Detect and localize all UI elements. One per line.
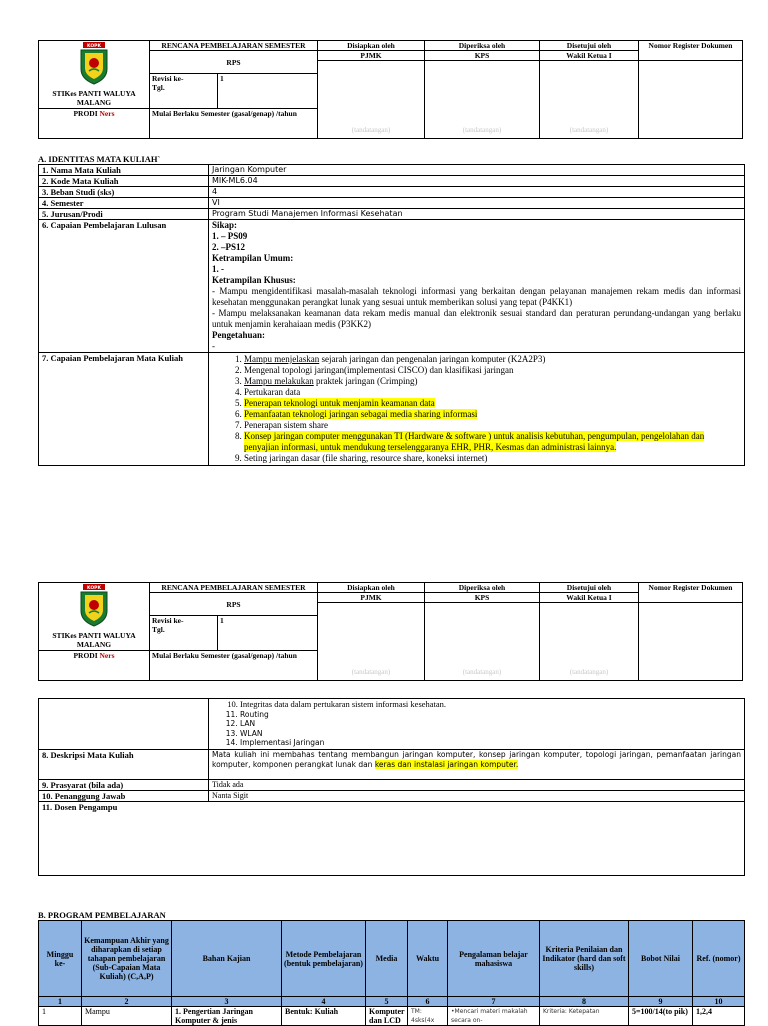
row-nama: 1. Nama Mata Kuliah Jaringan Komputer [39, 165, 745, 176]
column-number: 4 [282, 997, 366, 1007]
column-header: Media [366, 921, 408, 997]
cpmk-list [212, 354, 741, 464]
revisi-value: 1 [218, 74, 318, 109]
cpmk-item: 10. Integritas data dalam pertukaran sistem informasi kesehatan. [240, 700, 741, 710]
row-cpl: 6. Capaian Pembelajaran Lulusan Sikap: 1. – PS09 2. –PS12 Ketrampilan Umum: 1. - Ketrampilan Khusus: - Mampu mengidentifikasi masalah-masalah teknologi informasi yang berkaitan dengan pelayanan manajemen rekam medis dan informasi kesehatan menggunakan perangkat lunak yang sesuai untuk memberikan solusi yang tepat (P4KK1) - Mampu melaksanakan keamanan data rekam medis manual dan elektronik sesuai standard dan peraturan perundang-undangan yang berlaku untuk menjamin kerahaiaan medis (P3KK2) Pengetahuan: - [39, 220, 745, 353]
institution-logo-icon [77, 41, 111, 85]
cpmk-item: 4. Pertukaran data [244, 387, 741, 398]
cpmk-item: 5. Penerapan teknologi untuk menjamin keamanan data [244, 398, 741, 409]
mulai-berlaku-label: Mulai Berlaku Semester (gasal/genap) /tahun [150, 651, 318, 681]
mulai-berlaku-label: Mulai Berlaku Semester (gasal/genap) /tahun [150, 109, 318, 139]
doc-title: RENCANA PEMBELAJARAN SEMESTER [150, 583, 318, 593]
cpmk-item: 8. Konsep jaringan computer menggunakan TI (Hardware & software ) untuk analisis kebutuhan, pengumpulan, pengelolahan dan penyajian informasi, untuk mendukung terselenggaranya EHR, PHR, Kesmas dan administrasi lainnya. [244, 431, 741, 453]
column-number: 5 [366, 997, 408, 1007]
cpmk-item: 11. Routing [240, 710, 741, 720]
nomor-register-label: Nomor Register Dokumen [639, 41, 743, 61]
column-header: Metode Pembelajaran (bentuk pembelajaran) [282, 921, 366, 997]
identitas-table [38, 164, 745, 466]
document-header-page2 [38, 582, 743, 681]
disetujui-label: Disetujui oleh [540, 41, 639, 51]
column-header: Ref. (nomor) [693, 921, 745, 997]
row-cpmk: 7. Capaian Pembelajaran Mata Kuliah 1. Mampu menjelaskan sejarah jaringan dan pengenalan jaringan komputer (K2A2P3) 2. Mengenal topologi jaringan(implementasi CISCO) dan klasifikasi jaringan 3. Mampu melakukan praktek jaringan (Crimping) 4. Pertukaran data 5. Penerapan teknologi untuk menjamin keamanan data 6. Pemanfaatan teknologi jaringan sebagai media sharing informasi 7. Penerapan sistem share 8. Konsep jaringan computer menggunakan TI (Hardware & software ) untuk analisis kebutuhan, pengumpulan, pengelolahan dan penyajian informasi, untuk mendukung terselenggaranya EHR, PHR, Kesmas dan administrasi lainnya. 9. Seting jaringan dasar (file sharing, resource share, koneksi internet) [39, 353, 745, 466]
column-header: Minggu ke- [39, 921, 82, 997]
disetujui-role: Wakil Ketua I [540, 51, 639, 61]
column-header: Bobot Nilai [629, 921, 693, 997]
nomor-register-value [639, 61, 743, 139]
table-cell: 1 [39, 1007, 82, 1026]
table-cell: 5=100/14(to pik) [629, 1007, 693, 1026]
section-a-title: A. IDENTITAS MATA KULIAH` [38, 154, 161, 164]
nomor-register-value [639, 603, 743, 681]
diperiksa-role: KPS [425, 593, 540, 603]
disetujui-role: Wakil Ketua I [540, 593, 639, 603]
row-prasyarat: 9. Prasyarat (bila ada) Tidak ada [39, 779, 745, 790]
svg-text:KOPK: KOPK [87, 44, 101, 49]
sign-kps: (tandatangan) [425, 61, 540, 139]
cpmk-item: 3. Mampu melakukan praktek jaringan (Crimping) [244, 376, 741, 387]
diperiksa-label: Diperiksa oleh [425, 41, 540, 51]
doc-title: RENCANA PEMBELAJARAN SEMESTER [150, 41, 318, 51]
cpmk-item: 7. Penerapan sistem share [244, 420, 741, 431]
doc-code: RPS [150, 593, 318, 616]
cpmk-item: 2. Mengenal topologi jaringan(implementasi CISCO) dan klasifikasi jaringan [244, 365, 741, 376]
cpmk-item: 6. Pemanfaatan teknologi jaringan sebagai media sharing informasi [244, 409, 741, 420]
logo-cell [39, 583, 150, 651]
institution-name: STIKes PANTI WALUYA MALANG [52, 89, 136, 107]
column-number: 10 [693, 997, 745, 1007]
sign-kps: (tandatangan) [425, 603, 540, 681]
cpmk-cont-list [212, 700, 741, 748]
revisi-label: Revisi ke- Tgl. [150, 74, 218, 109]
cpmk-item: 13. WLAN [240, 729, 741, 739]
logo-cell [39, 41, 150, 109]
continuation-table [38, 698, 745, 876]
column-header: Kemampuan Akhir yang diharapkan di setiap tahapan pembelajaran (Sub-Capaian Mata Kuliah) (C,A,P) [82, 921, 172, 997]
diperiksa-label: Diperiksa oleh [425, 583, 540, 593]
column-number: 8 [540, 997, 629, 1007]
disiapkan-role: PJMK [318, 593, 425, 603]
diperiksa-role: KPS [425, 51, 540, 61]
cpmk-content [209, 353, 745, 466]
column-number: 1 [39, 997, 82, 1007]
table-cell: Kriteria: Ketepatan [540, 1007, 629, 1026]
row-deskripsi: 8. Deskripsi Mata Kuliah Mata kuliah ini membahas tentang membangun jaringan komputer, konsep jaringan komputer, topologi jaringan, pemanfaatan jaringan komputer, komponen perangkat lunak dan keras dan instalasi jaringan komputer. [39, 749, 745, 779]
table-cell: Komputer dan LCD [366, 1007, 408, 1026]
row-semester: 4. Semester VI [39, 198, 745, 209]
column-header: Bahan Kajian [172, 921, 282, 997]
column-header: Waktu [408, 921, 448, 997]
table-cell: TM: 4sks(4x [408, 1007, 448, 1026]
deskripsi-text: Mata kuliah ini membahas tentang membangun jaringan komputer, konsep jaringan komputer, topologi jaringan, pemanfaatan jaringan komputer, komponen perangkat lunak dan keras dan instalasi jaringan komputer. [209, 749, 745, 779]
cpmk-item: 9. Seting jaringan dasar (file sharing, resource share, koneksi internet) [244, 453, 741, 464]
column-number: 2 [82, 997, 172, 1007]
sign-wakil-ketua: (tandatangan) [540, 61, 639, 139]
cpl-content: Sikap: 1. – PS09 2. –PS12 Ketrampilan Umum: 1. - Ketrampilan Khusus: - Mampu mengidentifikasi masalah-masalah teknologi informasi yang berkaitan dengan pelayanan manajemen rekam medis dan informasi kesehatan menggunakan perangkat lunak yang sesuai untuk memberikan solusi yang tepat (P4KK1) - Mampu melaksanakan keamanan data rekam medis manual dan elektronik sesuai standard dan peraturan perundang-undangan yang berlaku untuk menjamin kerahaiaan medis (P3KK2) Pengetahuan: - [209, 220, 745, 353]
row-cpmk-cont [39, 699, 745, 750]
table-row [39, 1007, 745, 1026]
table-cell: Mampu [82, 1007, 172, 1026]
table-cell: 1,2,4 [693, 1007, 745, 1026]
row-dosen: 11. Dosen Pengampu [39, 801, 745, 875]
disetujui-label: Disetujui oleh [540, 583, 639, 593]
document-header [38, 40, 743, 139]
column-number: 3 [172, 997, 282, 1007]
prodi-cell: PRODI Ners [39, 651, 150, 681]
institution-name: STIKes PANTI WALUYA MALANG [52, 631, 136, 649]
column-header: Kriteria Penilaian dan Indikator (hard dan soft skills) [540, 921, 629, 997]
column-header: Pengalaman belajar mahasiswa [448, 921, 540, 997]
program-header-row [39, 921, 745, 997]
table-cell: •Mencari materi makalah secara on- [448, 1007, 540, 1026]
column-number: 7 [448, 997, 540, 1007]
svg-text:KOPK: KOPK [87, 586, 101, 591]
prodi-cell: PRODI Ners [39, 109, 150, 139]
table-cell: 1. Pengertian Jaringan Komputer & jenis [172, 1007, 282, 1026]
sign-wakil-ketua: (tandatangan) [540, 603, 639, 681]
sign-pjmk: (tandatangan) [318, 603, 425, 681]
program-table [38, 920, 745, 1026]
row-pj: 10. Penanggung Jawab Nanta Sigit [39, 790, 745, 801]
program-number-row [39, 997, 745, 1007]
disiapkan-label: Disiapkan oleh [318, 41, 425, 51]
nomor-register-label: Nomor Register Dokumen [639, 583, 743, 603]
revisi-value: 1 [218, 616, 318, 651]
column-number: 6 [408, 997, 448, 1007]
row-kode: 2. Kode Mata Kuliah MIK-ML6.04 [39, 176, 745, 187]
doc-code: RPS [150, 51, 318, 74]
disiapkan-label: Disiapkan oleh [318, 583, 425, 593]
revisi-label: Revisi ke- Tgl. [150, 616, 218, 651]
table-cell: Bentuk: Kuliah [282, 1007, 366, 1026]
institution-logo-icon [77, 583, 111, 627]
column-number: 9 [629, 997, 693, 1007]
cpmk-item: 1. Mampu menjelaskan sejarah jaringan dan pengenalan jaringan komputer (K2A2P3) [244, 354, 741, 365]
row-beban: 3. Beban Studi (sks) 4 [39, 187, 745, 198]
sign-pjmk: (tandatangan) [318, 61, 425, 139]
cpmk-item: 12. LAN [240, 719, 741, 729]
row-jurusan: 5. Jurusan/Prodi Program Studi Manajemen Informasi Kesehatan [39, 209, 745, 220]
section-b-title: B. PROGRAM PEMBELAJARAN [38, 910, 166, 920]
cpmk-item: 14. Implementasi Jaringan [240, 738, 741, 748]
disiapkan-role: PJMK [318, 51, 425, 61]
